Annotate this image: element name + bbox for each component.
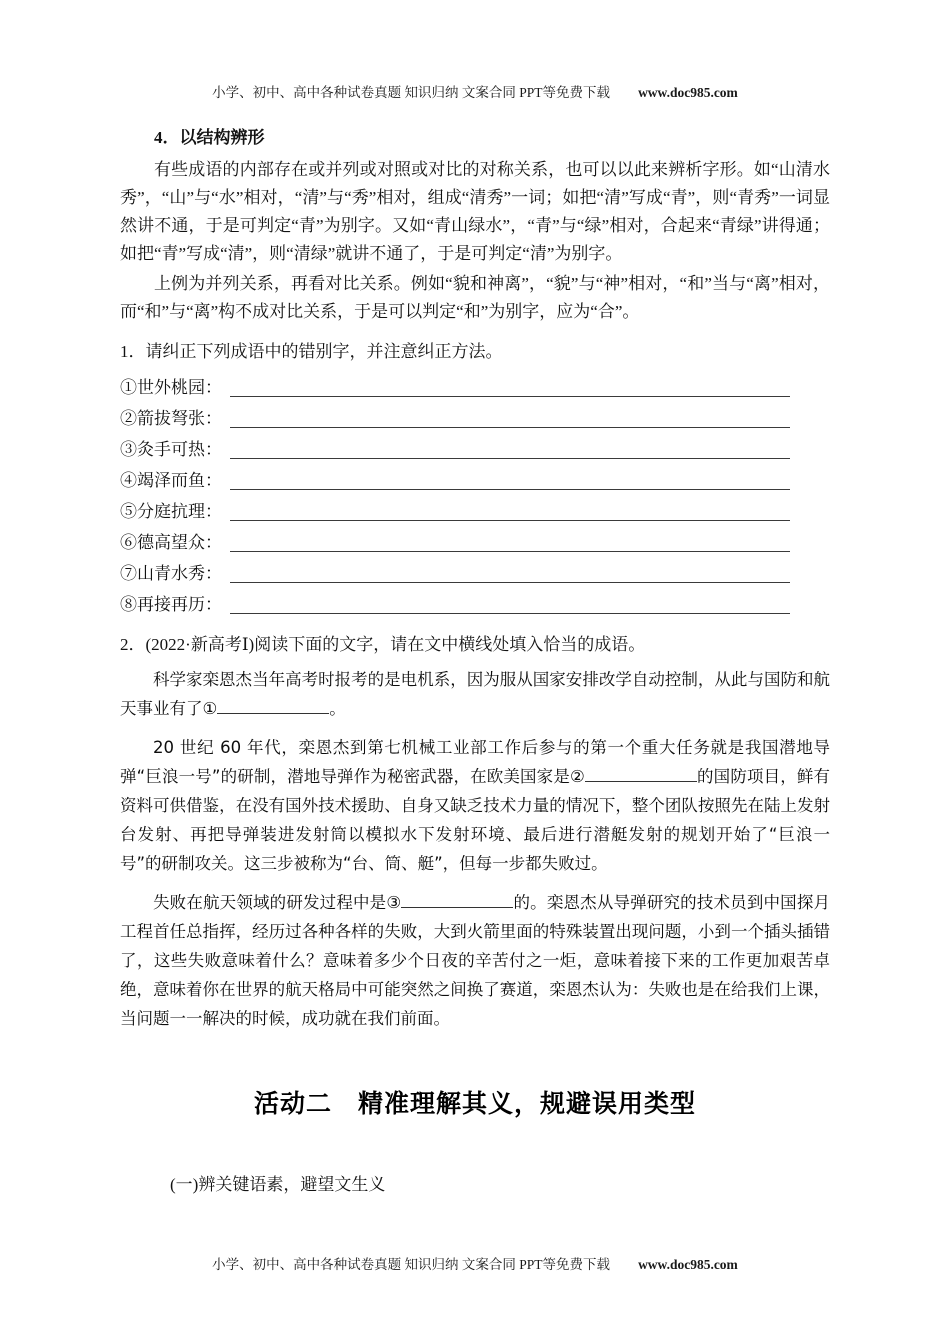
inline-blank-1 <box>217 699 329 714</box>
answer-blank-line <box>230 581 790 583</box>
page-footer <box>0 1256 950 1274</box>
header-text: 小学、初中、高中各种试卷真题 知识归纳 文案合同 PPT等免费下载 <box>212 85 611 100</box>
answer-blank-line <box>230 550 790 552</box>
question2-prompt: 2．(2022·新高考Ⅰ)阅读下面的文字，请在文中横线处填入恰当的成语。 <box>120 635 646 654</box>
section-paragraph-1: 有些成语的内部存在或并列或对照或对比的对称关系，也可以以此来辨析字形。如“山清水秀”，“山”与“水”相对，“清”与“秀”相对，组成“清秀”一词；如把“清”写成“青”，则“青秀”一词显然讲不通，于是可判定“青”为别字。又如“青山绿水”，“青”与“绿”相对，合起来“青绿”讲得通；如把“青”写成“清”，则“清绿”就讲不通了，于是可判定“清”为别字。 <box>120 160 830 263</box>
answer-blank-line <box>230 395 790 397</box>
passage-text: 20 世纪 60 年代，栾恩杰到第七机械工业部工作后参与的第一个重大任务就是我国潜地导弹“巨浪一号”的研制，潜地导弹作为秘密武器，在欧美国家是② <box>120 738 830 786</box>
passage-text: 科学家栾恩杰当年高考时报考的是电机系，因为服从国家安排改学自动控制，从此与国防和航天事业有了① <box>120 670 830 718</box>
answer-blank-line <box>230 612 790 614</box>
section-title: 4．以结构辨形 <box>154 128 265 147</box>
fill-in-label: ④竭泽而鱼： <box>120 471 222 490</box>
fill-in-label: ⑧再接再历： <box>120 595 222 614</box>
passage-paragraph-3 <box>120 888 830 1033</box>
inline-blank-2 <box>585 767 697 782</box>
header-url-link[interactable]: www.doc985.com <box>638 85 738 100</box>
passage-paragraph-1 <box>120 665 830 723</box>
fill-in-label: ⑤分庭抗理： <box>120 502 222 521</box>
answer-blank-line <box>230 426 790 428</box>
fill-in-label: ①世外桃园： <box>120 378 222 397</box>
fill-in-row <box>120 465 830 495</box>
section-paragraph-2: 上例为并列关系，再看对比关系。例如“貌和神离”，“貌”与“神”相对，“和”当与“离”相对，而“和”与“离”构不成对比关系，于是可以判定“和”为别字，应为“合”。 <box>120 274 830 321</box>
fill-in-label: ③灸手可热： <box>120 440 222 459</box>
answer-blank-line <box>230 519 790 521</box>
fill-in-row <box>120 496 830 526</box>
question1-prompt: 1．请纠正下列成语中的错别字，并注意纠正方法。 <box>120 342 503 361</box>
passage-text: 的国防项目，鲜有资料可供借鉴，在没有国外技术援助、自身又缺乏技术力量的情况下，整个团队按照先在陆上发射台发射、再把导弹装进发射筒以模拟水下发射环境、最后进行潜艇发射的规划开始了“巨浪一号”的研制攻关。这三步被称为“台、筒、艇”，但每一步都失败过。 <box>120 767 831 873</box>
fill-in-row <box>120 527 830 557</box>
fill-in-row <box>120 558 830 588</box>
passage-text: 失败在航天领域的研发过程中是③ <box>153 893 402 912</box>
fill-in-label: ⑦山青水秀： <box>120 564 222 583</box>
inline-blank-3 <box>401 893 513 908</box>
fill-in-label: ⑥德高望众： <box>120 533 222 552</box>
passage-paragraph-2 <box>120 733 830 878</box>
fill-in-row <box>120 403 830 433</box>
fill-in-label: ②箭拔弩张： <box>120 409 222 428</box>
activity-heading: 活动二 精准理解其义，规避误用类型 <box>253 1089 696 1118</box>
fill-in-row <box>120 372 830 402</box>
passage-text: 。 <box>329 699 346 718</box>
fill-in-row <box>120 589 830 619</box>
page-header <box>120 84 830 102</box>
footer-text: 小学、初中、高中各种试卷真题 知识归纳 文案合同 PPT等免费下载 <box>212 1257 611 1272</box>
passage-text: 的。栾恩杰从导弹研究的技术员到中国探月工程首任总指挥，经历过各种各样的失败，大到火箭里面的特殊装置出现问题，小到一个插头插错了，这些失败意味着什么？意味着多少个日夜的辛苦付之一炬，意味着接下来的工作更加艰苦卓绝，意味着你在世界的航天格局中可能突然之间换了赛道，栾恩杰认为：失败也是在给我们上课，当问题一一解决的时候，成功就在我们前面。 <box>120 893 830 1028</box>
answer-blank-line <box>230 457 790 459</box>
footer-url-link[interactable]: www.doc985.com <box>638 1257 738 1272</box>
fill-in-row <box>120 434 830 464</box>
answer-blank-line <box>230 488 790 490</box>
subsection-heading: (一)辨关键语素，避望文生义 <box>170 1175 386 1194</box>
